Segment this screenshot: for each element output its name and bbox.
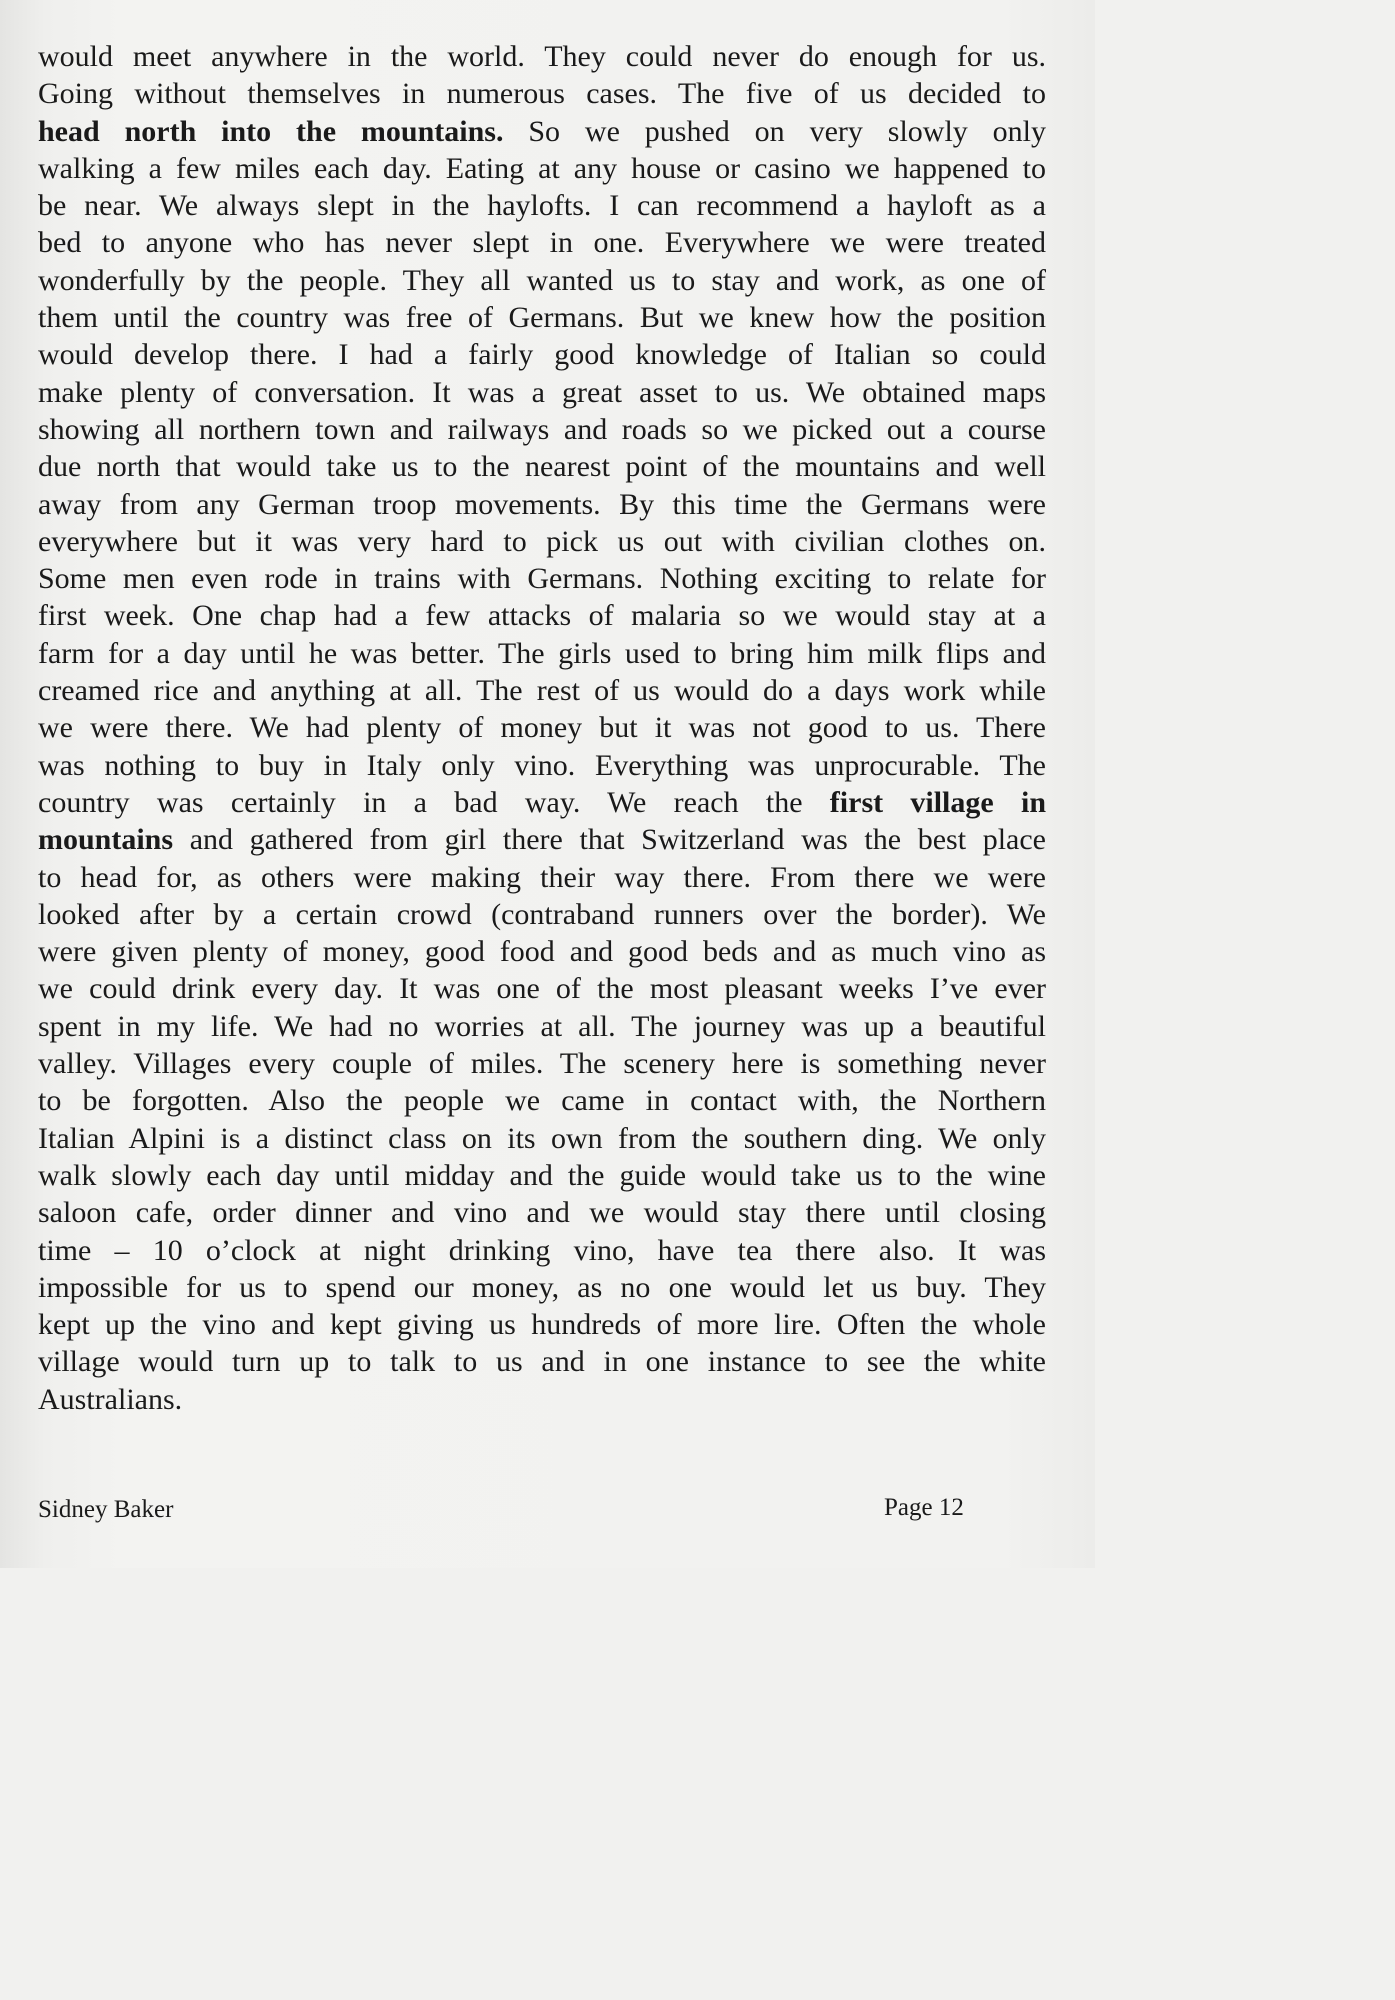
text-line: walking a few miles each day. Eating at any house or casino we happened to <box>38 151 1046 185</box>
text-line: make plenty of conversation. It was a great asset to us. We obtained maps <box>38 375 1046 409</box>
text-run: and gathered from girl there that Switzerland was the best place <box>173 823 1046 857</box>
text-line: farm for a day until he was better. The girls used to bring him milk flips and <box>38 636 1046 670</box>
bold-phrase: first village in <box>829 785 1046 819</box>
text-line: Australians. <box>38 1382 183 1416</box>
text-line: valley. Villages every couple of miles. The scenery here is something never <box>38 1047 1046 1081</box>
text-line <box>38 113 1046 150</box>
text-line: looked after by a certain crowd (contraband runners over the border). We <box>38 897 1046 931</box>
text-line: to head for, as others were making their way there. From there we were <box>38 860 1046 894</box>
text-line: Some men even rode in trains with Germans. Nothing exciting to relate for <box>38 562 1046 596</box>
text-line: Italian Alpini is a distinct class on its own from the southern ding. We only <box>38 1121 1046 1155</box>
text-line: time – 10 o’clock at night drinking vino, have tea there also. It was <box>38 1233 1046 1267</box>
text-line <box>38 821 1046 858</box>
text-line: was nothing to buy in Italy only vino. Everything was unprocurable. The <box>38 748 1046 782</box>
text-line: spent in my life. We had no worries at all. The journey was up a beautiful <box>38 1009 1046 1043</box>
text-line <box>38 784 1046 821</box>
text-line: wonderfully by the people. They all wanted us to stay and work, as one of <box>38 263 1046 297</box>
bold-phrase: head north into the mountains. <box>38 114 504 148</box>
text-line: were given plenty of money, good food and good beds and as much vino as <box>38 935 1046 969</box>
text-line: walk slowly each day until midday and the guide would take us to the wine <box>38 1158 1046 1192</box>
text-line: bed to anyone who has never slept in one. Everywhere we were treated <box>38 226 1046 260</box>
text-run: country was certainly in a bad way. We reach the <box>38 785 830 819</box>
body-paragraph <box>38 38 1046 1418</box>
text-line: them until the country was free of Germans. But we knew how the position <box>38 301 1046 335</box>
text-line: would meet anywhere in the world. They could never do enough for us. <box>38 40 1046 73</box>
text-line: kept up the vino and kept giving us hundreds of more lire. Often the whole <box>38 1308 1046 1342</box>
text-line: creamed rice and anything at all. The rest of us would do a days work while <box>38 674 1046 708</box>
text-run: So we pushed on very slowly only <box>503 114 1046 148</box>
footer-page-number: Page 12 <box>884 1494 964 1521</box>
text-line: we could drink every day. It was one of the most pleasant weeks I’ve ever <box>38 972 1046 1006</box>
text-line: showing all northern town and railways and roads so we picked out a course <box>38 412 1046 446</box>
footer-author: Sidney Baker <box>38 1496 174 1523</box>
text-line: we were there. We had plenty of money but it was not good to us. There <box>38 711 1046 745</box>
text-line: first week. One chap had a few attacks of malaria so we would stay at a <box>38 599 1046 633</box>
text-line: village would turn up to talk to us and in one instance to see the white <box>38 1345 1046 1379</box>
text-line: be near. We always slept in the haylofts. I can recommend a hayloft as a <box>38 189 1046 223</box>
text-line: everywhere but it was very hard to pick us out with civilian clothes on. <box>38 524 1046 558</box>
text-line: saloon cafe, order dinner and vino and we would stay there until closing <box>38 1196 1046 1230</box>
text-line: due north that would take us to the nearest point of the mountains and well <box>38 450 1046 484</box>
bold-phrase: mountains <box>38 823 174 857</box>
text-line: Going without themselves in numerous cases. The five of us decided to <box>38 77 1046 111</box>
text-line: would develop there. I had a fairly good knowledge of Italian so could <box>38 338 1046 372</box>
text-line: impossible for us to spend our money, as no one would let us buy. They <box>38 1270 1046 1304</box>
text-line: away from any German troop movements. By this time the Germans were <box>38 487 1046 521</box>
text-line: to be forgotten. Also the people we came in contact with, the Northern <box>38 1084 1046 1118</box>
